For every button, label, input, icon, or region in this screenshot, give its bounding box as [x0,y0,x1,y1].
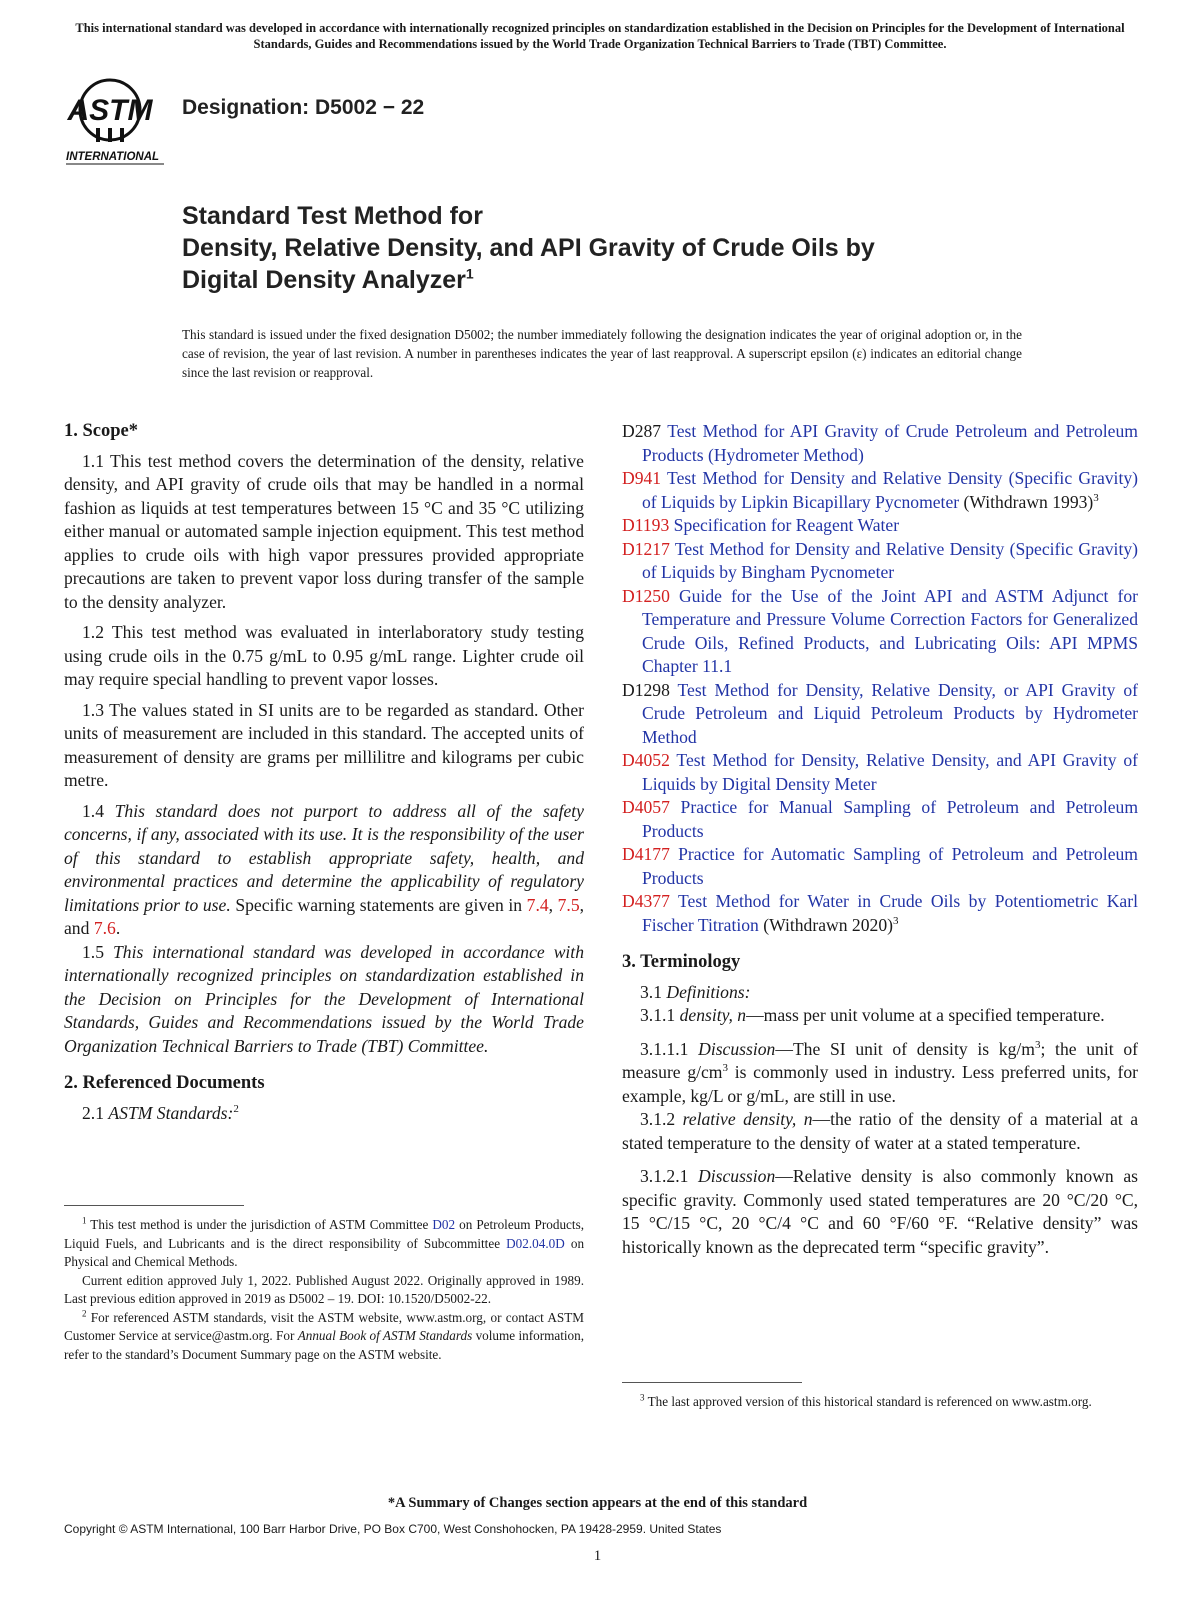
tbt-notice: This international standard was developed in accordance with internationally recognized principles on standardization established in the Decision on Principles for the Development of International Standards, Guides and Recommendations issued by the World Trade Organization Technical Barriers to Trade (TBT) Committee. [75,21,1125,51]
reference-code-link[interactable]: D4057 [622,797,670,817]
title-line-2: Density, Relative Density, and API Gravity of Crude Oils by [182,234,875,262]
reference-item [622,420,1138,467]
scope-heading: 1. Scope* [64,421,138,441]
footnote-1: $^1$ This test method is under the jurisdiction of ASTM Committee D02 on Petroleum Products, Liquid Fuels, and Lubricants and is the direct responsibility of Subcommittee D02.04.0D on Physical and Chemical Methods. [64,1215,585,1269]
reference-code-link[interactable]: D1217 [622,538,670,559]
document-title [182,200,1082,296]
reference-item [622,467,1138,514]
reference-code-link[interactable]: D4052 [622,750,670,770]
scope-1-1: 1.1 This test method covers the determination of the density, relative density, and API gravity of crude oils that may be handled in a normal fashion as liquids at test temperatures between 15 °C and 35 °C utilizing either manual or automated sample injection equipment. This test method applies to crude oils with high vapor pressures provided appropriate precautions are taken to prevent vapor loss during transfer of the sample to the density analyzer. [64,450,584,612]
reference-code-link[interactable]: D1250 [622,585,670,606]
footnote-2: $^2$ For referenced ASTM standards, visit the ASTM website, www.astm.org, or contact ASTM Customer Service at service@astm.org. For Annual Book of ASTM Standards volume information, refer to the standard’s Document Summary page on the ASTM website. [64,1308,585,1362]
reference-item [622,538,1138,585]
reference-title-link[interactable]: Test Method for Density and Relative Density (Specific Gravity) of Liquids by Lipkin Bicapillary Pycnometer [642,468,1138,512]
title-line-3: Digital Density Analyzer [182,266,466,294]
refdocs-2-1: 2.1 ASTM Standards:$^2$ [82,1102,239,1123]
reference-code-link[interactable]: D4177 [622,844,670,864]
reference-item [622,749,1138,796]
title-line-1: Standard Test Method for [182,202,483,230]
page-number: 1 [593,1548,602,1564]
reference-list [622,420,1138,937]
footnote-3: $^3$ The last approved version of this historical standard is referenced on www.astm.org. [640,1392,1092,1409]
astm-logo [66,72,170,168]
reference-title-link[interactable]: Practice for Manual Sampling of Petroleum and Petroleum Products [642,797,1138,841]
svg-text:INTERNATIONAL: INTERNATIONAL [66,151,160,163]
reference-item [622,843,1138,890]
withdrawn-note: (Withdrawn 1993) [959,491,1094,512]
reference-item [622,679,1138,750]
warning-statement: Specific warning statements are given in [235,894,523,915]
reference-code-link[interactable]: D4377 [622,891,670,911]
safety-caveat: This standard does not purport to address all of the safety concerns, if any, associated with its use. It is the responsibility of the user of this standard to establish appropriate safety, health, and environmental practices and determine the applicability of regulatory limitations prior to use. [64,800,584,915]
term-3-1: 3.1 Definitions: [640,981,751,1002]
term-relative-density: relative density, n [682,1109,813,1129]
left-footnotes [64,1205,584,1364]
designation: Designation: D5002 − 22 [182,96,425,119]
reference-title-link[interactable]: Test Method for Density, Relative Density, or API Gravity of Crude Petroleum and Liquid Petroleum Products by Hydrometer Method [642,679,1138,747]
section-number: 1.5 [82,941,104,962]
reference-code-link[interactable]: D941 [622,468,662,488]
footnote-mark: 3 [1093,491,1099,504]
term-3-1-1: 3.1.1 density, n—mass per unit volume at a specified temperature. [640,1005,1105,1025]
withdrawn-note: (Withdrawn 2020) [758,914,893,935]
reference-item [622,514,1138,538]
astm-standards-label: ASTM Standards: [108,1102,234,1123]
reference-title-link[interactable]: Test Method for Density, Relative Density, and API Gravity of Liquids by Digital Density Meter [642,750,1138,794]
right-footnotes [622,1382,1138,1412]
link-d02-04-0d[interactable]: D02.04.0D [506,1235,565,1251]
wto-statement: This international standard was developed in accordance with internationally recognized principles on standardization established in the Decision on Principles for the Development of International Standards, Guides and Recommendations issued by the World Trade Organization Technical Barriers to Trade (TBT) Committee. [64,941,584,1056]
reference-title-link[interactable]: Test Method for Density and Relative Density (Specific Gravity) of Liquids by Bingham Pycnometer [642,538,1138,582]
scope-1-5 [64,941,584,1059]
term-3-1-2: 3.1.2 relative density, n—the ratio of the density of a material at a stated temperature to the density of water at a stated temperature. [622,1109,1139,1153]
left-column [64,420,584,1132]
link-7-5[interactable]: 7.5 [557,894,580,915]
reference-title-link[interactable]: Practice for Automatic Sampling of Petroleum and Petroleum Products [642,844,1138,888]
svg-text:ASTM: ASTM [67,94,153,127]
reference-title-link[interactable]: Test Method for API Gravity of Crude Petroleum and Petroleum Products (Hydrometer Method) [642,421,1138,465]
summary-of-changes-note: *A Summary of Changes section appears at the end of this standard [387,1495,808,1511]
reference-item [622,890,1138,937]
terminology-heading: 3. Terminology [622,952,741,972]
footnote-divider [64,1205,244,1206]
reference-title-link[interactable]: Test Method for Water in Crude Oils by Potentiometric Karl Fischer Titration [642,891,1138,935]
reference-code-link[interactable]: D1193 [622,515,670,535]
right-column [622,420,1138,1266]
link-d02[interactable]: D02 [432,1217,456,1232]
term-3-1-2-1: 3.1.2.1 Discussion—Relative density is also commonly known as specific gravity. Commonly used stated temperatures are 20 °C/20 °C, 15 °C/15 °C, 20 °C/4 °C and 60 °F/60 °F. “Relative density” was historically known as the deprecated term “specific gravity”. [622,1166,1138,1257]
reference-title-link[interactable]: Specification for Reagent Water [673,515,900,535]
reference-item [622,796,1138,843]
scope-1-4: 1.4 This standard does not purport to address all of the safety concerns, if any, associated with its use. It is the responsibility of the user of this standard to establish appropriate safety, health, and environmental practices and determine the applicability of regulatory limitations prior to use. Specific warning statements are given in 7.4, 7.5, and 7.6. [64,800,585,938]
link-7-4[interactable]: 7.4 [526,894,549,915]
reference-item [622,585,1138,679]
footnote-mark: 3 [892,914,899,927]
copyright-line: Copyright © ASTM International, 100 Barr Harbor Drive, PO Box C700, West Conshohocken, PA 19428-2959. United States [64,1522,722,1536]
term-density: density, n [679,1005,747,1025]
reference-code-link[interactable]: D1298 [622,679,670,700]
refdocs-heading: 2. Referenced Documents [64,1073,265,1093]
reference-title-link[interactable]: Guide for the Use of the Joint API and ASTM Adjunct for Temperature and Pressure Volume Correction Factors for Generalized Crude Oils, Refined Products, and Lubricating Oils: API MPMS Chapter 11.1 [642,585,1138,676]
issuance-statement: This standard is issued under the fixed designation D5002; the number immediately following the designation indicates the year of original adoption or, in the case of revision, the year of last revision. A number in parentheses indicates the year of last reapproval. A superscript epsilon (ε) indicates an editorial change since the last revision or reapproval. [182,327,1022,380]
footnote-divider [622,1382,802,1383]
term-3-1-1-1: 3.1.1.1 Discussion—The SI unit of density is $kg/m^3$; the unit of measure $g/cm^3$ is commonly used in industry. Less preferred units, for example, kg/L or g/mL, are still in use. [622,1038,1138,1106]
title-footnote-mark: 1 [465,265,474,282]
link-7-6[interactable]: 7.6 [93,918,116,938]
scope-1-2: 1.2 This test method was evaluated in interlaboratory study testing using crude oils in the 0.75 g/mL to 0.95 g/mL range. Lighter crude oil may require special handling to prevent vapor losses. [64,622,584,689]
section-number: 1.4 [82,800,104,821]
footnote-1-edition: Current edition approved July 1, 2022. Published August 2022. Originally approved in 1989. Last previous edition approved in 2019 as D5002 – 19. DOI: 10.1520/D5002-22. [64,1272,584,1306]
scope-1-3: 1.3 The values stated in SI units are to be regarded as standard. Other units of measurement are included in this standard. The accepted units of measurement of density are grams per millilitre and kilograms per cubic metre. [64,699,584,790]
reference-code-link[interactable]: D287 [622,421,662,441]
